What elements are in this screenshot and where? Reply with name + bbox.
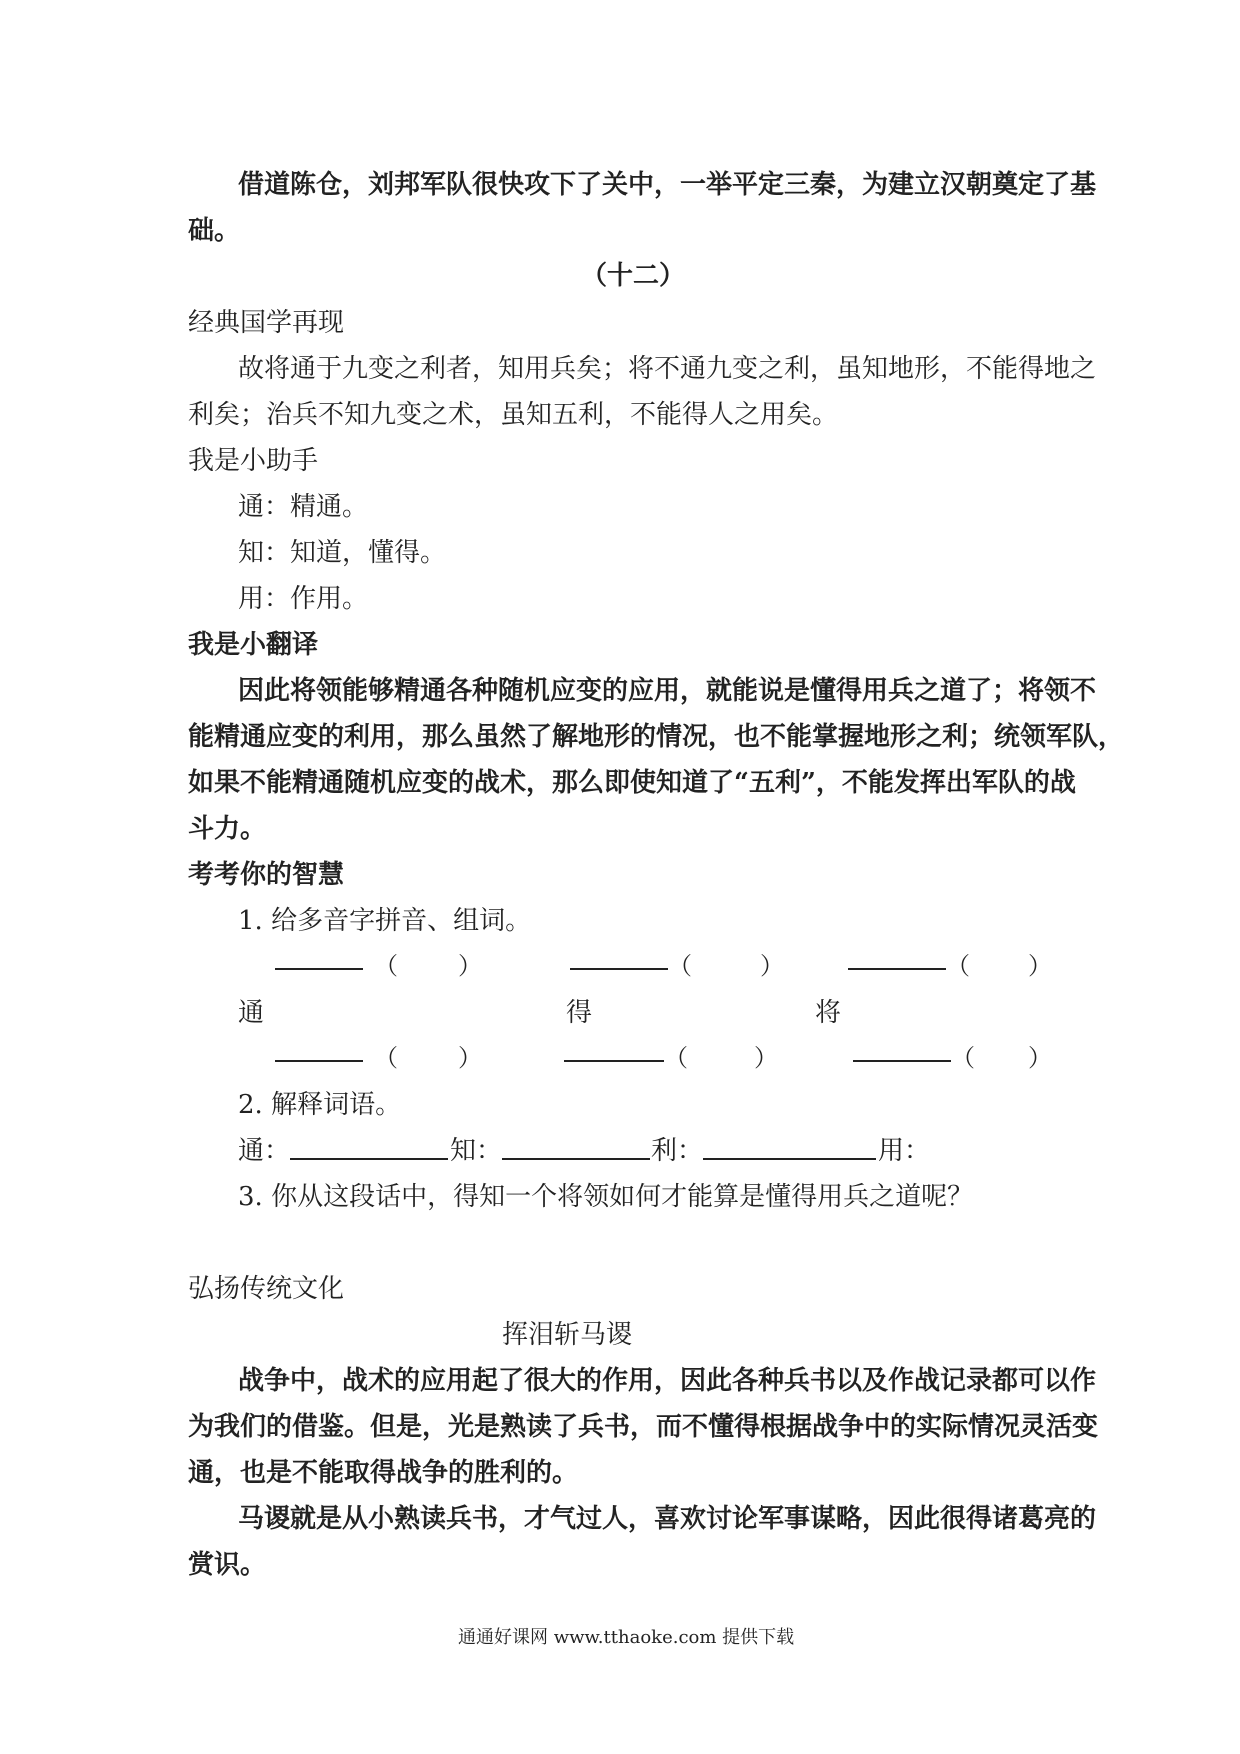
story-title: 挥泪斩马谡: [502, 1320, 633, 1350]
answer-blank[interactable]: [564, 1060, 664, 1062]
story-line: 为我们的借鉴。但是，光是熟读了兵书，而不懂得根据战争中的实际情况灵活变: [188, 1412, 1099, 1442]
open-paren: （: [946, 952, 970, 980]
helper-item: 通：精通。: [238, 492, 369, 522]
answer-blank[interactable]: [275, 1060, 363, 1062]
open-paren: （: [664, 1044, 688, 1072]
footer-credit: 通通好课网 www.tthaoke.com 提供下载: [458, 1627, 795, 1648]
close-paren: ）: [754, 1044, 778, 1072]
open-paren: （: [951, 1044, 975, 1072]
definition-blank[interactable]: [703, 1158, 876, 1160]
question-1: 1. 给多音字拼音、组词。: [238, 906, 532, 936]
helper-item: 用：作用。: [238, 584, 369, 614]
question-2: 2. 解释词语。: [238, 1090, 402, 1120]
term-label: 通：: [238, 1136, 291, 1166]
answer-blank[interactable]: [848, 968, 946, 970]
translate-heading: 我是小翻译: [188, 630, 319, 660]
close-paren: ）: [1028, 1044, 1052, 1072]
helper-item: 知：知道，懂得。: [238, 538, 447, 568]
helper-heading: 我是小助手: [188, 446, 319, 476]
classic-text-line: 利矣；治兵不知九变之术，虽知五利，不能得人之用矣。: [188, 400, 839, 430]
close-paren: ）: [458, 1044, 482, 1072]
translate-line: 斗力。: [188, 814, 267, 844]
definition-blank[interactable]: [290, 1158, 448, 1160]
story-line: 通，也是不能取得战争的胜利的。: [188, 1458, 579, 1488]
answer-blank[interactable]: [853, 1060, 951, 1062]
story-line: 赏识。: [188, 1550, 267, 1580]
paragraph-line: 借道陈仓，刘邦军队很快攻下了关中，一举平定三秦，为建立汉朝奠定了基: [238, 170, 1097, 200]
paragraph-line: 础。: [188, 216, 241, 246]
close-paren: ）: [1028, 952, 1052, 980]
translate-line: 因此将领能够精通各种随机应变的应用，就能说是懂得用兵之道了；将领不: [238, 676, 1097, 706]
polyphone-char: 将: [815, 998, 842, 1028]
open-paren: （: [668, 952, 692, 980]
close-paren: ）: [458, 952, 482, 980]
section-title: （十二）: [581, 261, 686, 291]
story-line: 马谡就是从小熟读兵书，才气过人，喜欢讨论军事谋略，因此很得诸葛亮的: [238, 1504, 1097, 1534]
definition-blank[interactable]: [502, 1158, 650, 1160]
term-label: 知：: [450, 1136, 503, 1166]
polyphone-char: 得: [566, 998, 593, 1028]
quiz-heading: 考考你的智慧: [188, 860, 345, 890]
answer-blank[interactable]: [275, 968, 363, 970]
culture-heading: 弘扬传统文化: [188, 1274, 345, 1304]
answer-blank[interactable]: [570, 968, 668, 970]
classic-heading: 经典国学再现: [188, 308, 345, 338]
question-3: 3. 你从这段话中，得知一个将领如何才能算是懂得用兵之道呢？: [238, 1182, 974, 1212]
term-label: 用：: [878, 1136, 931, 1166]
term-label: 利：: [651, 1136, 704, 1166]
close-paren: ）: [760, 952, 784, 980]
translate-line: 能精通应变的利用，那么虽然了解地形的情况，也不能掌握地形之利；统领军队，: [188, 722, 1125, 752]
translate-line: 如果不能精通随机应变的战术，那么即使知道了“五利”，不能发挥出军队的战: [188, 768, 1076, 798]
classic-text-line: 故将通于九变之利者，知用兵矣；将不通九变之利，虽知地形，不能得地之: [238, 354, 1097, 384]
polyphone-char: 通: [238, 998, 265, 1028]
story-line: 战争中，战术的应用起了很大的作用，因此各种兵书以及作战记录都可以作: [238, 1366, 1097, 1396]
open-paren: （: [374, 952, 398, 980]
open-paren: （: [374, 1044, 398, 1072]
